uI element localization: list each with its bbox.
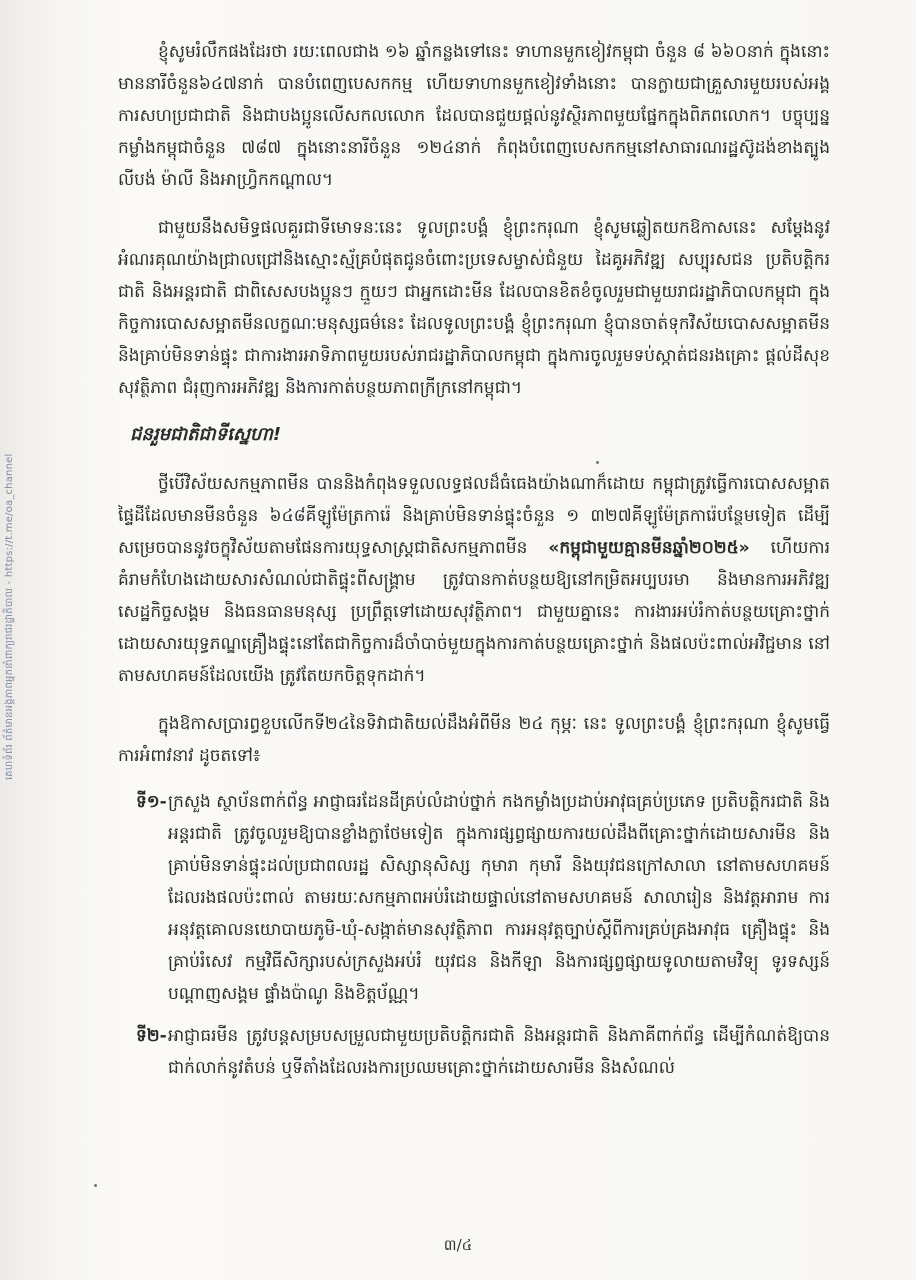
list-item-text: ក្រសួង ស្ថាប័នពាក់ព័ន្ធ អាជ្ញាធរដែនដីគ្រប់លំដាប់ថ្នាក់ កងកម្លាំងប្រដាប់អាវុធគ្រប់ប្រភេទ ប្រតិបត្តិករជាតិ និងអន្តរជាតិ ត្រូវចូលរួមឱ្យបានខ្លាំងក្លាថែមទៀត ក្នុងការផ្សព្វផ្សាយការយល់ដឹងពីគ្រោះថ្នាក់ដោយសារមីន និងគ្រាប់មិនទាន់ផ្ទុះដល់ប្រជាពលរដ្ឋ សិស្សានុសិស្ស កុមារា កុមារី និងយុវជនក្រៅសាលា នៅតាមសហគមន៍ដែលរងផលប៉ះពាល់ តាមរយៈសកម្មភាពអប់រំដោយផ្ទាល់នៅតាមសហគមន៍ សាលារៀន និងវត្តអារាម ការអនុវត្តគោលនយោបាយភូមិ-ឃុំ-សង្កាត់មានសុវត្ថិភាព ការអនុវត្តច្បាប់ស្តីពីការគ្រប់គ្រងអាវុធ គ្រឿងផ្ទុះ និងគ្រាប់រំសេវ កម្មវិធីសិក្សារបស់ក្រសួងអប់រំ យុវជន និងកីឡា និងការផ្សព្វផ្សាយទូលាយតាមវិទ្យុ ទូរទស្សន៍ បណ្តាញសង្គម ផ្ទាំងប៉ាណូ និងខិត្តប័ណ្ណ។ [168, 792, 830, 1004]
list-item-number: ទី២- [136, 1026, 167, 1046]
paragraph-appeal-intro: ក្នុងឱកាសប្រារព្ធខួបលើកទី២៤នៃទិវាជាតិយល់ដឹងអំពីមីន ២៤ កុម្ភៈ នេះ ទូលព្រះបង្គំ ខ្ញុំព្រះករុណា ខ្ញុំសូមធ្វើការអំពាវនាវ ដូចតទៅ៖ [118, 714, 830, 766]
list-item-number: ទី១- [136, 792, 167, 812]
side-watermark: គេហទំព័រ ព័ត៌មានអង្គភាពអ្នកនាំពាក្យរាជរដ្ឋាភិបាល - https://t.me/oa_channel [4, 453, 15, 780]
paragraph-peacekeepers: ខ្ញុំសូមរំលឹកផងដែរថា រយៈពេលជាង ១៦ ឆ្នាំកន្លងទៅនេះ ទាហានមួកខៀវកម្ពុជា ចំនួន ៨ ៦៦០នាក់ ក្នុងនោះមាននារីចំនួន៦៤៧នាក់ បានបំពេញបេសកកម្ម ហើយទាហានមួកខៀវទាំងនោះ បានក្លាយជាគ្រួសារមួយរបស់អង្គការសហប្រជាជាតិ និងជាបងប្អូនលើសកលលោក ដែលបានជួយផ្តល់នូវស្ថិរភាពមួយផ្នែកក្នុងពិភពលោក។ បច្ចុប្បន្ន កម្លាំងកម្ពុជាចំនួន ៧៨៧ ក្នុងនោះនារីចំនួន ១២៤នាក់ កំពុងបំពេញបេសកកម្មនៅសាធារណរដ្ឋស៊ូដង់ខាងត្បូង លីបង់ ម៉ាលី និងអាហ្វ្រិកកណ្តាល។ [118, 42, 830, 190]
paragraph-mine-action-text-2: ហើយការគំរាមកំហែងដោយសារសំណល់ជាតិផ្ទុះពីសង្គ្រាម ត្រូវបានកាត់បន្ថយឱ្យនៅកម្រិតអប្បបរមា និងមានការអភិវឌ្ឍសេដ្ឋកិច្ចសង្គម និងធនធានមនុស្ស ប្រព្រឹត្តទៅដោយសុវត្ថិភាព។ ជាមួយគ្នានេះ ការងារអប់រំកាត់បន្ថយគ្រោះថ្នាក់ដោយសារយុទ្ធភណ្ឌគ្រឿងផ្ទុះនៅតែជាកិច្ចការដ៏ចាំបាច់មួយក្នុងការកាត់បន្ថយគ្រោះថ្នាក់ និងផលប៉ះពាល់អវិជ្ជមាន នៅតាមសហគមន៍ដែលយើង ត្រូវតែយកចិត្តទុកដាក់។ [118, 538, 830, 686]
paragraph-mine-action-text-1: ថ្វីបើវិស័យសកម្មភាពមីន បាននិងកំពុងទទួលលទ្ធផលដ៏ធំធេងយ៉ាងណាក៏ដោយ កម្ពុជាត្រូវធ្វើការបោសសម្អាតផ្ទៃដីដែលមានមីនចំនួន ៦៤៨គីឡូម៉ែត្រការ៉េ និងគ្រាប់មិនទាន់ផ្ទុះចំនួន ១ ៣២៧គីឡូម៉ែត្រការ៉េបន្ថែមទៀត ដើម្បីសម្រេចបាននូវចក្ខុវិស័យតាមផែនការយុទ្ធសាស្ត្រជាតិសកម្មភាពមីន [118, 474, 830, 558]
list-item [118, 1020, 830, 1084]
paragraph-gratitude: ជាមួយនឹងសមិទ្ធផលគួរជាទីមោទនៈនេះ ទូលព្រះបង្គំ ខ្ញុំព្រះករុណា ខ្ញុំសូមឆ្លៀតយកឱកាសនេះ សម្តែងនូវអំណរគុណយ៉ាងជ្រាលជ្រៅនិងស្មោះស្ម័គ្របំផុតជូនចំពោះប្រទេសម្ចាស់ជំនួយ ដៃគូអភិវឌ្ឍ សប្បុរសជន ប្រតិបត្តិករជាតិ និងអន្តរជាតិ ជាពិសេសបងប្អូនៗ ក្មួយៗ ជាអ្នកដោះមីន ដែលបានខិតខំចូលរួមជាមួយរាជរដ្ឋាភិបាលកម្ពុជា ក្នុងកិច្ចការបោសសម្អាតមីនលក្ខណៈមនុស្សធម៌នេះ ដែលទូលព្រះបង្គំ ខ្ញុំព្រះករុណា ខ្ញុំបានចាត់ទុកវិស័យបោសសម្អាតមីន និងគ្រាប់មិនទាន់ផ្ទុះ ជាការងារអាទិភាពមួយរបស់រាជរដ្ឋាភិបាលកម្ពុជា ក្នុងការចូលរួមទប់ស្កាត់ជនរងគ្រោះ ផ្តល់ដីសុខសុវត្ថិភាព ជំរុញការអភិវឌ្ឍ និងការកាត់បន្ថយភាពក្រីក្រនៅកម្ពុជា។ [118, 218, 830, 398]
list-item [118, 786, 830, 1010]
page-number: ៣/៤ [443, 1236, 473, 1254]
scan-speck [94, 1184, 97, 1187]
document-body [118, 36, 830, 1094]
paragraph-mine-action [118, 468, 830, 692]
list-item-text: អាជ្ញាធរមីន ត្រូវបន្តសម្របសម្រួលជាមួយប្រតិបត្តិករជាតិ និងអន្តរជាតិ និងភាគីពាក់ព័ន្ធ ដើម្បីកំណត់ឱ្យបានជាក់លាក់នូវតំបន់ ឬទីតាំងដែលរងការប្រឈមគ្រោះថ្នាក់ដោយសារមីន និងសំណល់ [168, 1026, 830, 1078]
slogan-bold: «កម្ពុជាមួយគ្មានមីនឆ្នាំ២០២៥» [548, 538, 750, 558]
section-heading: ជនរួមជាតិជាទីស្នេហា! [130, 424, 282, 445]
